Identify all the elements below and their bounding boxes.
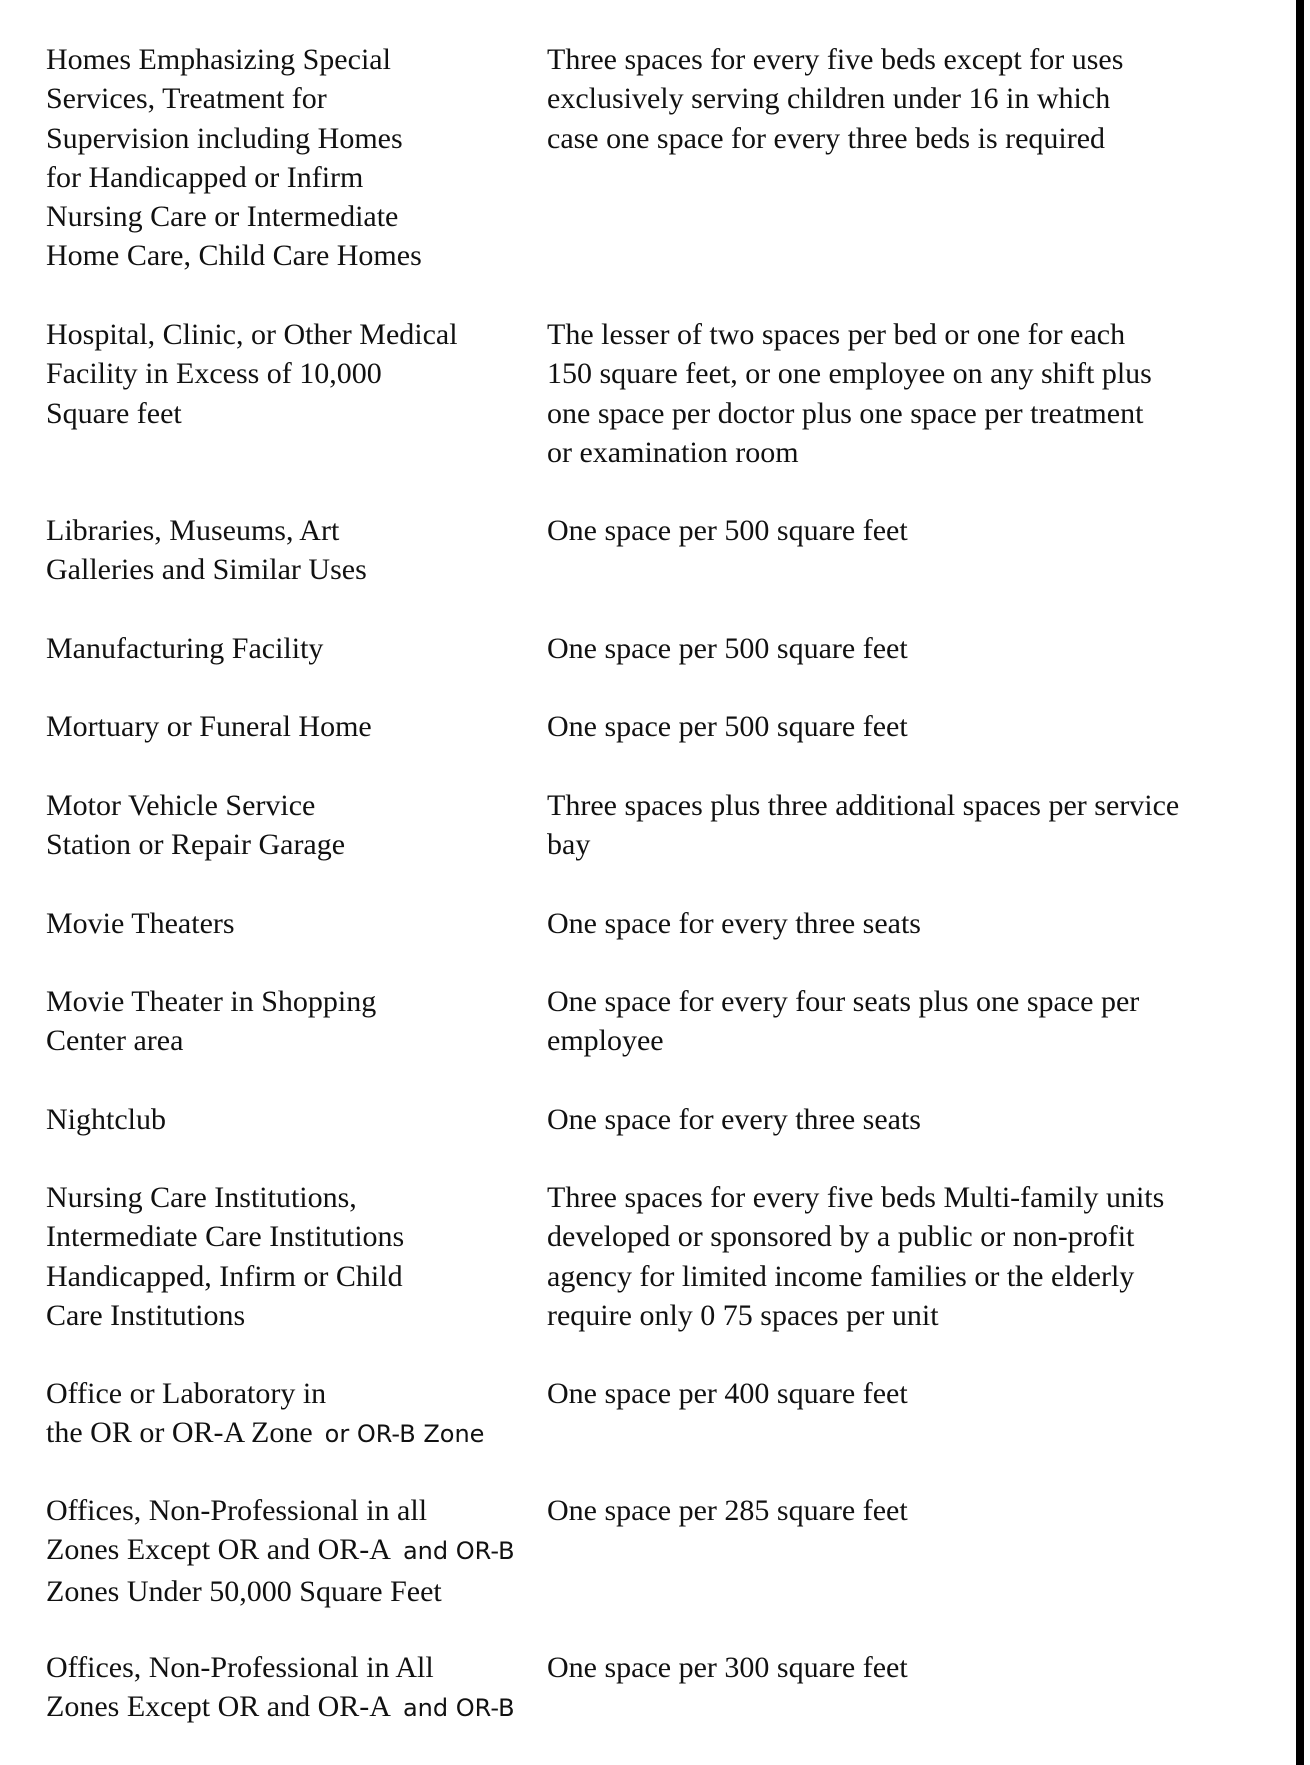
use-line: Care Institutions (46, 1298, 246, 1332)
requirement-line: One space per 500 square feet (547, 514, 908, 547)
use-line: Home Care, Child Care Homes (46, 239, 422, 273)
requirement-line: or examination room (547, 435, 799, 469)
use-text: Zones Except OR and OR-A (46, 1690, 391, 1724)
land-use-cell (46, 511, 546, 590)
requirement-line: employee (547, 1024, 664, 1058)
requirement-line: One space for every three seats (547, 907, 921, 940)
requirement-line: Three spaces plus three additional spaces per service (547, 789, 1180, 822)
requirement-line: developed or sponsored by a public or non-profit (547, 1220, 1135, 1254)
use-line: Hospital, Clinic, or Other Medical (46, 318, 458, 351)
use-line: Homes Emphasizing Special (46, 43, 391, 76)
parking-requirement-cell (547, 1178, 1257, 1335)
requirement-line: One space per 300 square feet (547, 1651, 908, 1684)
parking-requirement-cell (547, 1374, 1257, 1413)
use-line: Libraries, Museums, Art (46, 514, 340, 547)
use-line: Mortuary or Funeral Home (46, 710, 372, 743)
requirement-line: One space per 500 square feet (547, 710, 908, 743)
requirement-line: 150 square feet, or one employee on any shift plus (547, 357, 1152, 391)
use-line: Square feet (46, 396, 182, 430)
parking-requirement-cell (547, 1648, 1257, 1687)
land-use-cell (46, 904, 546, 943)
use-line (46, 1687, 546, 1728)
use-line: Supervision including Homes (46, 121, 403, 155)
use-text: the OR or OR-A Zone (46, 1416, 313, 1450)
land-use-cell (46, 1491, 546, 1611)
parking-requirement-cell (547, 1100, 1257, 1139)
use-line: Offices, Non-Professional in All (46, 1651, 434, 1684)
requirement-line: Three spaces for every five beds Multi-family units (547, 1181, 1165, 1214)
use-line: for Handicapped or Infirm (46, 160, 364, 194)
requirement-line: One space per 400 square feet (547, 1377, 908, 1410)
requirement-line: exclusively serving children under 16 in which (547, 82, 1111, 116)
use-line: Intermediate Care Institutions (46, 1220, 405, 1254)
land-use-cell (46, 982, 546, 1061)
page-edge-bar (1296, 0, 1304, 1765)
requirement-line: one space per doctor plus one space per treatment (547, 396, 1144, 430)
parking-requirement-cell (547, 315, 1257, 472)
use-line: Movie Theater in Shopping (46, 985, 377, 1018)
use-line: Nursing Care or Intermediate (46, 200, 399, 234)
land-use-cell (46, 1178, 546, 1335)
requirement-line: bay (547, 828, 591, 862)
requirement-line: One space for every four seats plus one space per (547, 985, 1140, 1018)
use-line: Zones Under 50,000 Square Feet (46, 1574, 442, 1608)
use-line: Station or Repair Garage (46, 828, 346, 862)
requirement-line: One space per 285 square feet (547, 1494, 908, 1527)
use-line: Movie Theaters (46, 907, 235, 940)
requirement-line: One space for every three seats (547, 1103, 921, 1136)
land-use-cell (46, 786, 546, 865)
use-line: Galleries and Similar Uses (46, 553, 367, 587)
parking-requirement-cell (547, 511, 1257, 550)
land-use-cell (46, 315, 546, 433)
use-line: Offices, Non-Professional in all (46, 1494, 428, 1527)
land-use-cell (46, 1100, 546, 1139)
requirement-line: The lesser of two spaces per bed or one for each (547, 318, 1126, 351)
parking-requirement-cell (547, 982, 1257, 1061)
parking-requirement-cell (547, 904, 1257, 943)
parking-requirement-cell (547, 40, 1257, 158)
parking-requirement-cell (547, 1491, 1257, 1530)
requirement-line: require only 0 75 spaces per unit (547, 1298, 939, 1332)
land-use-cell (46, 40, 546, 276)
use-line (46, 1413, 546, 1454)
parking-requirement-cell (547, 786, 1257, 865)
requirement-line: agency for limited income families or the elderly (547, 1259, 1135, 1293)
land-use-cell (46, 1374, 546, 1455)
land-use-cell (46, 629, 546, 668)
use-line: Nursing Care Institutions, (46, 1181, 357, 1214)
land-use-cell (46, 1648, 546, 1729)
requirement-line: Three spaces for every five beds except for uses (547, 43, 1124, 76)
or-b-zone-addition: and OR-B (402, 1537, 515, 1566)
use-text: Zones Except OR and OR-A (46, 1533, 391, 1567)
use-line: Motor Vehicle Service (46, 789, 316, 822)
use-line: Office or Laboratory in (46, 1377, 327, 1410)
use-line: Services, Treatment for (46, 82, 327, 116)
parking-requirement-cell (547, 707, 1257, 746)
use-line (46, 1530, 546, 1571)
requirement-line: case one space for every three beds is required (547, 121, 1106, 155)
requirement-line: One space per 500 square feet (547, 632, 908, 665)
or-b-zone-addition: or OR-B Zone (324, 1420, 485, 1449)
use-line: Center area (46, 1024, 184, 1058)
use-line: Handicapped, Infirm or Child (46, 1259, 403, 1293)
or-b-zone-addition: and OR-B (402, 1694, 515, 1723)
parking-requirement-cell (547, 629, 1257, 668)
use-line: Nightclub (46, 1103, 166, 1136)
use-line: Manufacturing Facility (46, 632, 324, 665)
use-line: Facility in Excess of 10,000 (46, 357, 382, 391)
land-use-cell (46, 707, 546, 746)
